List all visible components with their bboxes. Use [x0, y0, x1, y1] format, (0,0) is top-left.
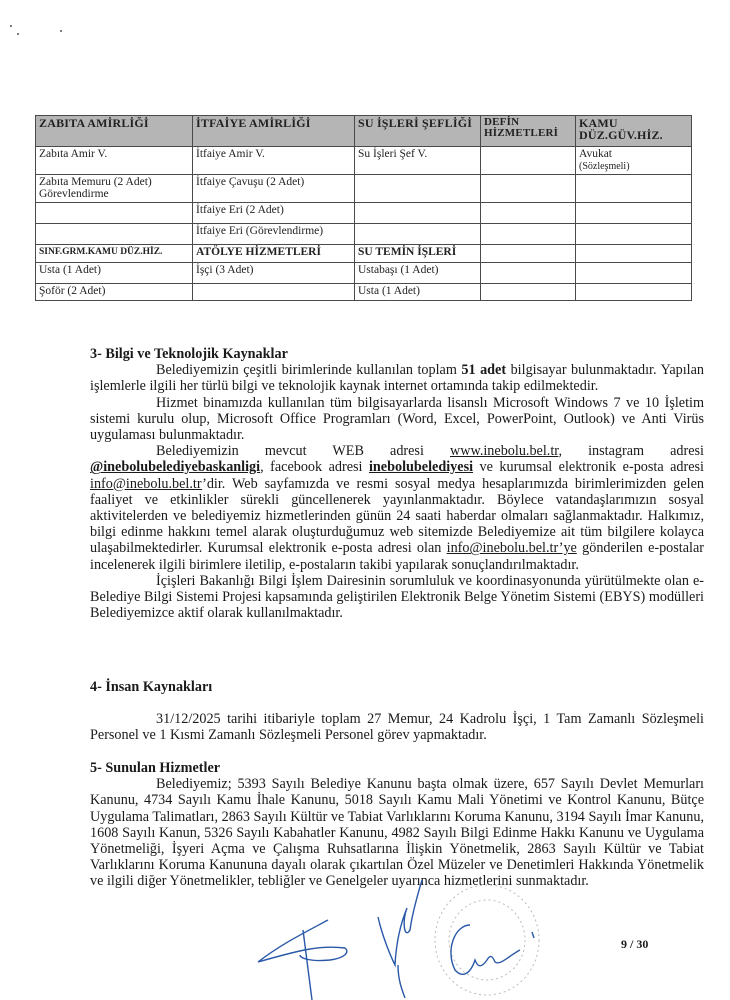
text: gönderilen e-postalar incelenerek ilgili birimlere iletilip, e-postaların takibi yapılarak sonuçlandırılmaktadır. — [90, 540, 704, 573]
subheader-cell: SINF.GRM.KAMU DÜZ.HİZ. — [36, 245, 193, 263]
section-3-title: 3- Bilgi ve Teknolojik Kaynaklar — [90, 346, 288, 362]
subheader-cell: SU TEMİN İŞLERİ — [355, 245, 481, 263]
table-cell: Ustabaşı (1 Adet) — [355, 263, 481, 284]
signature-icon — [258, 880, 534, 1000]
text: Belediyemizin mevcut WEB adresi — [156, 443, 450, 460]
table-cell: Şoför (2 Adet) — [36, 284, 193, 301]
facebook-link[interactable]: inebolubelediyesi — [368, 459, 474, 476]
table-cell: Zabıta Memuru (2 Adet) Görevlendirme — [36, 175, 193, 203]
text: , facebook adresi — [260, 459, 369, 476]
page-number: 9 / 30 — [621, 937, 649, 951]
header-cell: İTFAİYE AMİRLİĞİ — [193, 116, 355, 147]
table-cell: İtfaiye Çavuşu (2 Adet) — [193, 175, 355, 203]
computer-count: 51 adet — [461, 362, 507, 379]
instagram-link[interactable]: @inebolubelediyebaskanligi — [90, 459, 261, 476]
paragraph: 31/12/2025 tarihi itibariyle toplam 27 Memur, 24 Kadrolu İşçi, 1 Tam Zamanlı Sözleşmeli Personel ve 1 Kısmi Zamanlı Sözleşmeli Personel görev yapmaktadır. — [90, 711, 704, 744]
avukat-note: (Sözleşmeli) — [579, 161, 630, 172]
email-link[interactable]: info@inebolu.bel.tr — [90, 475, 203, 492]
table-cell: Usta (1 Adet) — [36, 263, 193, 284]
table-cell: Su İşleri Şef V. — [355, 147, 481, 175]
text: Belediyemizin çeşitli birimlerinde kullanılan toplam — [156, 362, 462, 379]
stamp-seal-icon — [435, 885, 539, 995]
avukat-label: Avukat — [579, 148, 613, 160]
subheader-cell: ATÖLYE HİZMETLERİ — [193, 245, 355, 263]
paragraph: İçişleri Bakanlığı Bilgi İşlem Dairesinin sorumluluk ve koordinasyonunda yürütülmekte olan e-Belediye Bilgi Sistemi Projesi kapsamında geliştirilen Elektronik Belge Yönetim Sistemi (EBYS) modülleri Belediyemizce aktif olarak kullanılmaktadır. — [90, 572, 704, 622]
web-link[interactable]: www.inebolu.bel.tr — [450, 443, 559, 460]
paragraph: Hizmet binamızda kullanılan tüm bilgisayarlarda lisanslı Microsoft Windows 7 ve 10 İşletim sistemi kurulu olup, Microsoft Office Programları (Word, Excel, PowerPoint, Outlook) ve Anti Virüs uygulaması bulunmaktadır. — [90, 394, 704, 444]
paragraph: Belediyemiz; 5393 Sayılı Belediye Kanunu başta olmak üzere, 657 Sayılı Devlet Memurları Kanunu, 4734 Sayılı Kamu İhale Kanunu, 5018 Sayılı Kamu Mali Yönetimi ve Kontrol Kanunu, Bütçe Uygulama Talimatları, 2863 Sayılı Kültür ve Tabiat Varlıklarını Koruma Kanunu, 3194 Sayılı İmar Kanunu, 1608 Sayılı Kanun, 5326 Sayılı Kabahatler Kanunu, 4982 Sayılı Bilgi Edinme Hakkı Kanunu ve Uygulama Yönetmeliği, İşyeri Açma ve Çalışma Ruhsatlarına İlişkin Yönetmelik, 2863 Sayılı Kültür ve Tabiat Varlıklarını Koruma Kanununa dayalı olarak çıkartılan Özel Müzeler ve Denetimleri Hakkında Yönetmelik ve ilgili diğer Yönetmelikler, tebliğler ve Genelgeler uyarınca hizmetlerini sunmaktadır. — [90, 776, 704, 890]
table-cell: İşçi (3 Adet) — [193, 263, 355, 284]
table-cell: İtfaiye Amir V. — [193, 147, 355, 175]
header-cell: DEFİN HİZMETLERİ — [481, 116, 576, 147]
header-cell: ZABITA AMİRLİĞİ — [36, 116, 193, 147]
table-cell: Usta (1 Adet) — [355, 284, 481, 301]
section-5-title: 5- Sunulan Hizmetler — [90, 760, 221, 776]
section-4-title: 4- İnsan Kaynakları — [90, 679, 213, 695]
email-link-2[interactable]: info@inebolu.bel.tr’ye — [446, 540, 577, 557]
table-cell: İtfaiye Eri (2 Adet) — [193, 203, 355, 224]
header-cell: SU İŞLERİ ŞEFLİĞİ — [355, 116, 481, 147]
text: ve kurumsal elektronik e-posta adresi — [473, 459, 704, 476]
table-cell: Zabıta Amir V. — [36, 147, 193, 175]
table-cell: İtfaiye Eri (Görevlendirme) — [193, 224, 355, 245]
text: , instagram adresi — [558, 443, 704, 460]
header-cell: KAMU DÜZ.GÜV.HİZ. — [576, 116, 692, 147]
text: ’dir. Web sayfamızda ve resmi sosyal medya hesaplarımızda birimlerimizden gelen faaliyet ve etkinlikler sürekli güncellenerek yayınlanmaktadır. Böylece vatandaşlarımızın sosyal aktivitelerden ve belediyemiz hizmetlerinden günün 24 saati haberdar olmaları sağlanmaktadır. Halkımız, bilgi edinme hakkını temel alarak oluşturduğumuz web sitemizde Belediyemize ait tüm bilgilere kolayca ulaşabilmektedirler. Kurumsal elektronik e-posta adresi olan — [90, 475, 704, 557]
text: bilgisayar bulunmaktadır. Yapılan işlemlerle ilgili her türlü bilgi ve teknolojik kaynak internet ortamında takip edilmektedir. — [90, 362, 705, 395]
